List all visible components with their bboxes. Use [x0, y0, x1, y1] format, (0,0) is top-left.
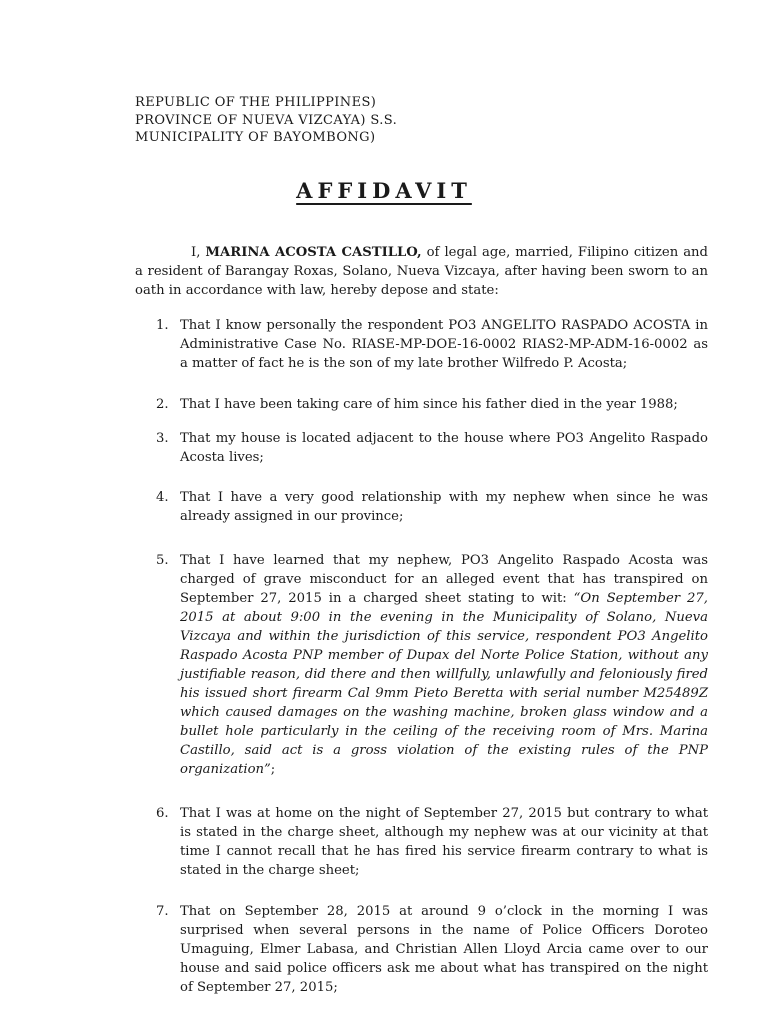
list-item [135, 551, 708, 779]
intro-text: of legal age, married, Filipino citizen and a resident of Barangay Roxas, Solano, Nueva Vizcaya, after having been sworn to an oath in accordance with law, hereby depose and state: [135, 245, 708, 298]
item-number: 2. [156, 397, 169, 412]
charge-sheet-quote: “On September 27, 2015 at about 9:00 in the evening in the Municipality of Solano, Nueva Vizcaya and within the jurisdiction of this service, respondent PO3 Angelito Raspado Acosta PNP member of Dupax del Norte Police Station, without any justifiable reason, did there and then willfully, unlawfully and feloniously fired his issued short firearm Cal 9mm Pieto Beretta with serial number M25489Z which caused damages on the washing machine, broken glass window and a bullet hole particularly in the ceiling of the receiving room of Mrs. Marina Castillo, said act is a gross violation of the existing rules of the PNP organization” [180, 591, 708, 777]
list-item [135, 316, 708, 373]
header-line-republic: REPUBLIC OF THE PHILIPPINES) [135, 95, 377, 110]
list-item [135, 488, 708, 526]
statement-list [135, 316, 708, 997]
item-text: That I have been taking care of him since his father died in the year 1988; [180, 397, 678, 412]
venue-header [135, 94, 397, 147]
document-title [0, 178, 768, 203]
item-number: 4. [156, 490, 169, 505]
item-number: 3. [156, 431, 169, 446]
intro-paragraph [135, 243, 708, 300]
item-text: That I know personally the respondent PO3 ANGELITO RASPADO ACOSTA in Administrative Case No. RIASE-MP-DOE-16-0002 RIAS2-MP-ADM-16-0002 as a matter of fact he is the son of my late brother Wilfredo P. Acosta; [180, 318, 708, 371]
item-text: That my house is located adjacent to the house where PO3 Angelito Raspado Acosta lives; [180, 431, 708, 465]
item-text: That I have learned that my nephew, PO3 Angelito Raspado Acosta was charged of grave misconduct for an alleged event that has transpired on September 27, 2015 in a charged sheet stating to wit: [180, 553, 708, 606]
item-text: That I was at home on the night of September 27, 2015 but contrary to what is stated in the charge sheet, although my nephew was at our vicinity at that time I cannot recall that he has fired his service firearm contrary to what is stated in the charge sheet; [180, 806, 708, 878]
list-item [135, 902, 708, 997]
item-number: 7. [156, 904, 169, 919]
item-text: That on September 28, 2015 at around 9 o’clock in the morning I was surprised when several persons in the name of Police Officers Doroteo Umaguing, Elmer Labasa, and Christian Allen Lloyd Arcia came over to our house and said police officers ask me about what has transpired on the night of September 27, 2015; [180, 904, 708, 995]
list-item [135, 395, 708, 414]
intro-prefix: I, [191, 245, 206, 260]
item-tail: ; [270, 762, 276, 777]
item-number: 5. [156, 553, 169, 568]
list-item [135, 804, 708, 880]
item-text: That I have a very good relationship with my nephew when since he was already assigned in our province; [180, 490, 708, 524]
document-title-text: AFFIDAVIT [296, 178, 472, 203]
list-item [135, 429, 708, 467]
affiant-name: MARINA ACOSTA CASTILLO, [205, 245, 422, 260]
item-number: 6. [156, 806, 169, 821]
item-number: 1. [156, 318, 169, 333]
header-line-municipality: MUNICIPALITY OF BAYOMBONG) [135, 130, 376, 145]
header-line-province: PROVINCE OF NUEVA VIZCAYA) S.S. [135, 112, 398, 128]
